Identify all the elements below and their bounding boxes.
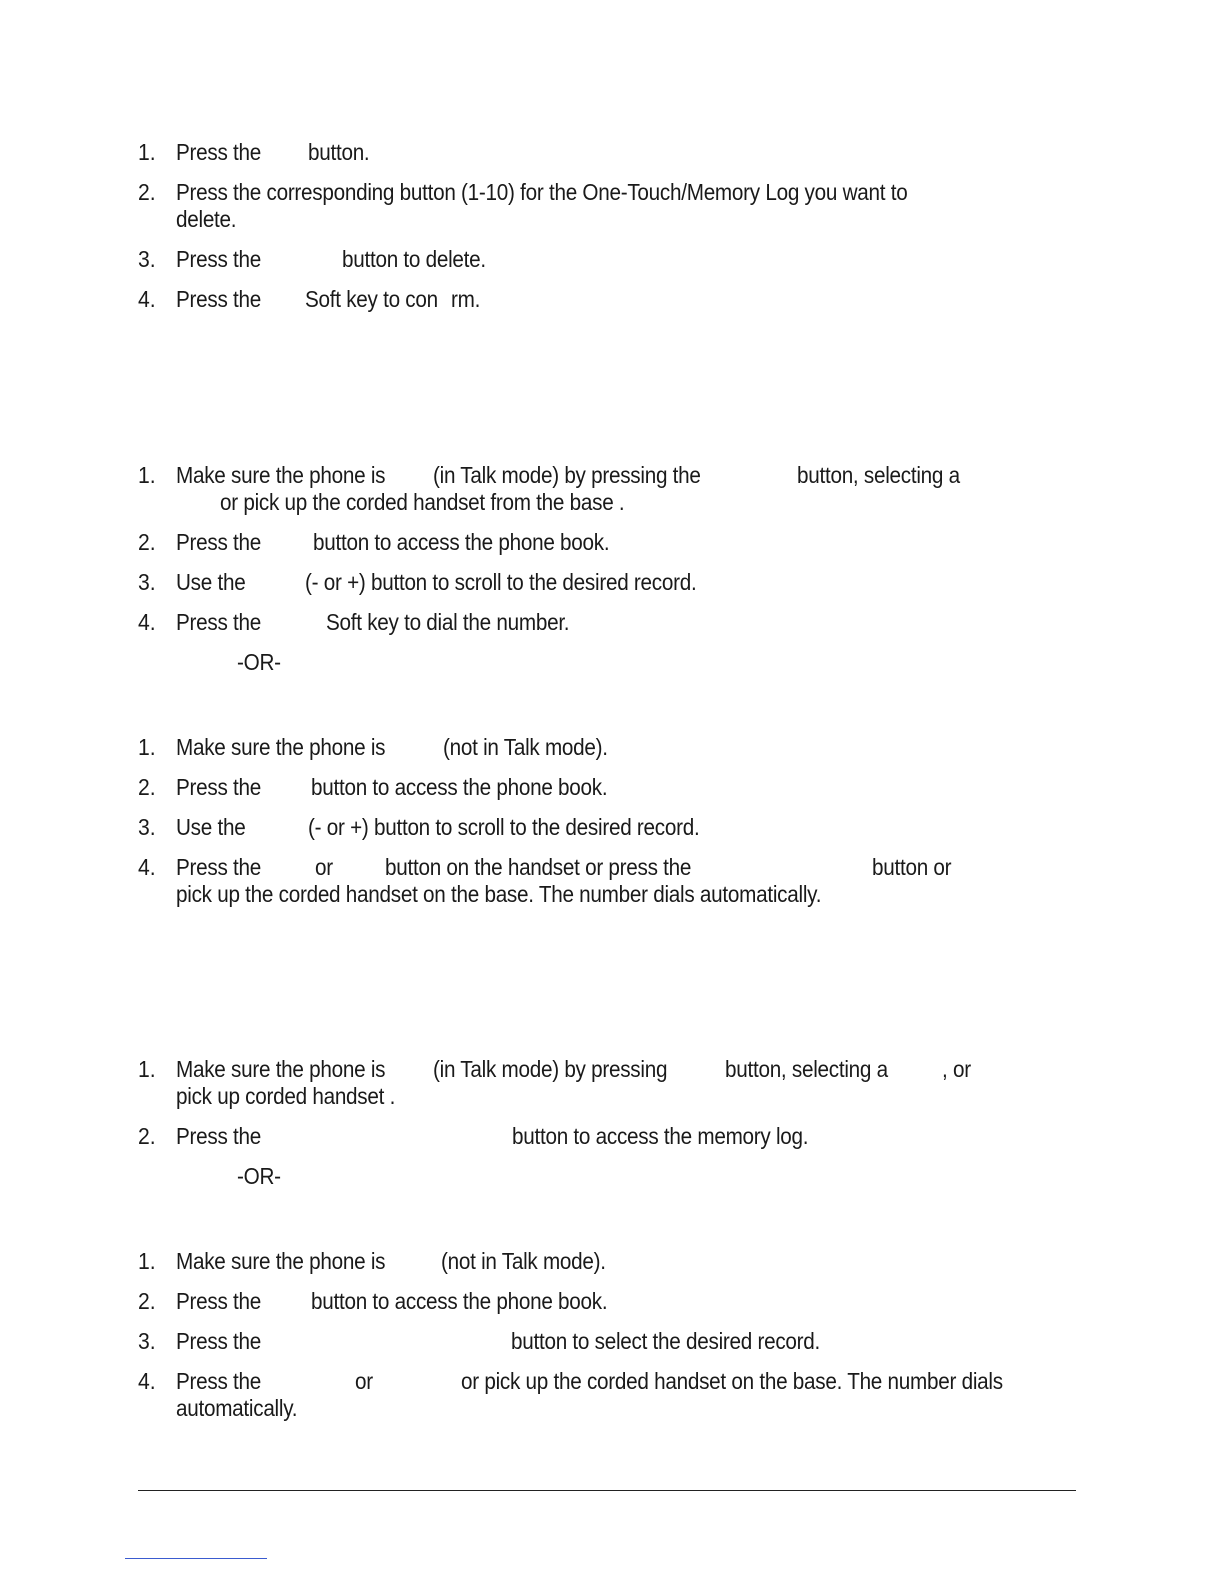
step-text: button, selecting a — [725, 1056, 888, 1082]
step-text: pick up corded handset . — [176, 1083, 396, 1109]
step-number: 2. — [138, 1123, 156, 1149]
step-number: 1. — [138, 734, 156, 760]
step-text: Press the — [176, 1368, 262, 1394]
step-number: 3. — [138, 1328, 156, 1354]
step-text: Press the — [176, 1288, 262, 1314]
step-number: 4. — [138, 286, 156, 312]
step-number: 3. — [138, 814, 156, 840]
step-text: pick up the corded handset on the base. The number dials automatically. — [176, 881, 822, 907]
step-text: delete. — [176, 206, 237, 232]
step-text: (- or +) button to scroll to the desired record. — [305, 569, 697, 595]
step-number: 1. — [138, 1056, 156, 1082]
step-text: button. — [308, 139, 370, 165]
step-text: Make sure the phone is — [176, 1248, 386, 1274]
step-text: button to delete. — [342, 246, 486, 272]
step-text: Make sure the phone is — [176, 734, 386, 760]
step-number: 2. — [138, 179, 156, 205]
step-text: Press the — [176, 854, 262, 880]
step-text: or — [315, 854, 333, 880]
step-number: 1. — [138, 462, 156, 488]
step-text: Soft key to con — [305, 286, 438, 312]
step-number: 2. — [138, 1288, 156, 1314]
step-text: button to access the phone book. — [313, 529, 610, 555]
step-text: Make sure the phone is — [176, 462, 386, 488]
step-text: button to access the memory log. — [512, 1123, 809, 1149]
step-text: button to access the phone book. — [311, 1288, 608, 1314]
step-text: Use the — [176, 814, 246, 840]
or-separator: -OR- — [237, 1163, 281, 1189]
footer-link-underline[interactable] — [125, 1558, 267, 1559]
step-text: , or — [942, 1056, 971, 1082]
step-text: Press the — [176, 609, 262, 635]
step-text: Press the corresponding button (1-10) for the One-Touch/Memory Log you want to — [176, 179, 908, 205]
step-text: or pick up the corded handset from the base . — [220, 489, 625, 515]
step-text: button to access the phone book. — [311, 774, 608, 800]
step-text: (- or +) button to scroll to the desired record. — [308, 814, 700, 840]
step-text: (in Talk mode) by pressing the — [433, 462, 701, 488]
step-text: Press the — [176, 139, 262, 165]
step-text: button, selecting a — [797, 462, 960, 488]
step-text: or pick up the corded handset on the base. The number dials — [461, 1368, 1003, 1394]
step-text: Make sure the phone is — [176, 1056, 386, 1082]
step-number: 4. — [138, 609, 156, 635]
step-number: 1. — [138, 1248, 156, 1274]
step-number: 4. — [138, 1368, 156, 1394]
footer-divider — [138, 1490, 1076, 1491]
step-text: button to select the desired record. — [511, 1328, 821, 1354]
step-text: Use the — [176, 569, 246, 595]
step-text: or — [355, 1368, 373, 1394]
step-text: Press the — [176, 246, 262, 272]
step-text: Press the — [176, 286, 262, 312]
step-number: 3. — [138, 569, 156, 595]
step-number: 2. — [138, 774, 156, 800]
step-text: rm. — [451, 286, 481, 312]
step-text: Press the — [176, 529, 262, 555]
step-text: (in Talk mode) by pressing — [433, 1056, 668, 1082]
step-text: automatically. — [176, 1395, 298, 1421]
step-text: button or — [872, 854, 952, 880]
step-number: 3. — [138, 246, 156, 272]
step-text: (not in Talk mode). — [441, 1248, 606, 1274]
step-text: Soft key to dial the number. — [326, 609, 570, 635]
step-text: (not in Talk mode). — [443, 734, 608, 760]
or-separator: -OR- — [237, 649, 281, 675]
step-text: button on the handset or press the — [385, 854, 692, 880]
step-number: 2. — [138, 529, 156, 555]
step-number: 4. — [138, 854, 156, 880]
step-text: Press the — [176, 1328, 262, 1354]
step-number: 1. — [138, 139, 156, 165]
step-text: Press the — [176, 1123, 262, 1149]
step-text: Press the — [176, 774, 262, 800]
